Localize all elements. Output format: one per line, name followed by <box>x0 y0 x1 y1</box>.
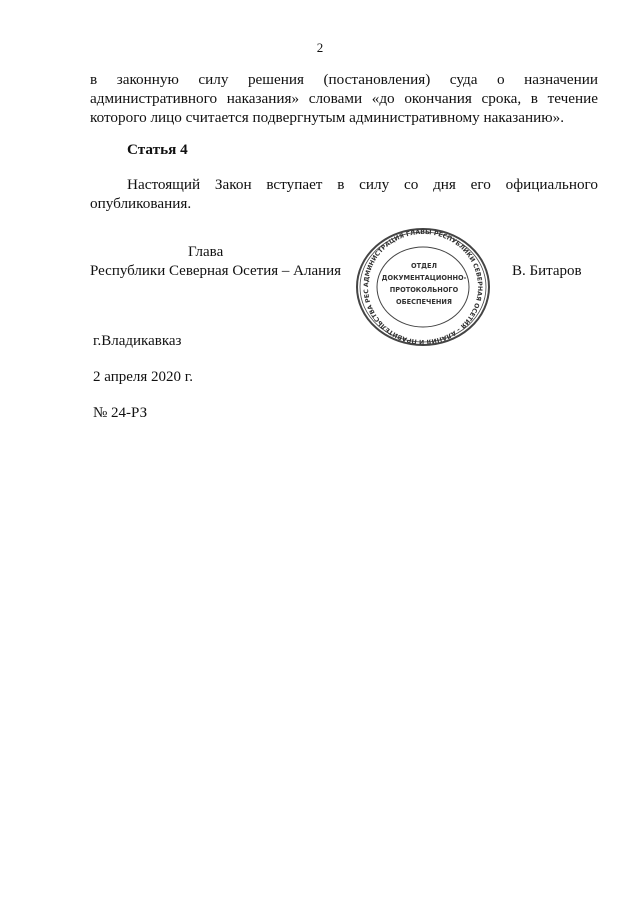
signatory-name: В. Битаров <box>512 263 582 279</box>
signatory-organization: Республики Северная Осетия – Алания <box>90 263 342 279</box>
document-number: № 24-РЗ <box>93 405 148 421</box>
seal-center-line: ПРОТОКОЛЬНОГО <box>389 286 459 294</box>
place-of-signing: г.Владикавказ <box>93 333 182 349</box>
official-seal <box>350 226 496 348</box>
page-number: 2 <box>316 40 324 55</box>
text-line: Настоящий Закон вступает в силу со дня его официального <box>127 176 598 193</box>
text-line: в законную силу решения (постановления) суда о назначении <box>90 71 598 88</box>
article-4-heading: Статья 4 <box>127 141 188 158</box>
seal-center-line: ОТДЕЛ <box>411 262 437 270</box>
seal-outer-text: АДМИНИСТРАЦИЯ ГЛАВЫ РЕСПУБЛИКИ СЕВЕРНАЯ ОСЕТИЯ – АЛАНИЯ И ПРАВИТЕЛЬСТВА РЕС <box>362 228 484 346</box>
text-line: которого лицо считается подвергнутым административному наказанию». <box>90 109 564 126</box>
article-4-body <box>90 175 598 213</box>
document-date: 2 апреля 2020 г. <box>93 369 193 385</box>
seal-center-line: ДОКУМЕНТАЦИОННО- <box>381 274 467 282</box>
text-line: опубликования. <box>90 195 192 212</box>
seal-center-line: ОБЕСПЕЧЕНИЯ <box>396 298 452 306</box>
article-3-continuation <box>90 70 598 127</box>
signatory-title: Глава <box>188 244 224 260</box>
text-line: административного наказания» словами «до окончания срока, в течение <box>90 90 598 107</box>
